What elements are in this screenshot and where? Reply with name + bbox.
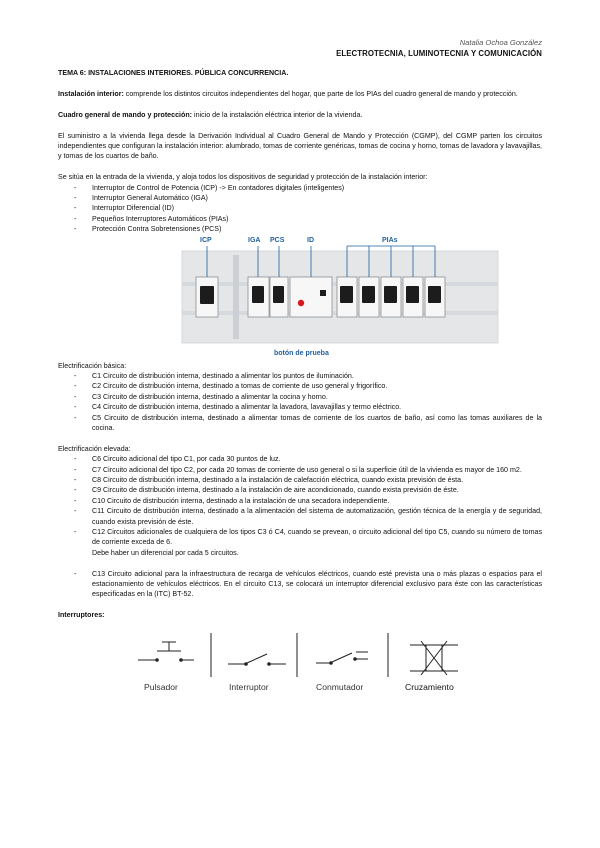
panel-separator bbox=[233, 255, 239, 339]
id-module bbox=[290, 277, 332, 317]
pulsador-symbol bbox=[138, 642, 194, 662]
header-author: Natalia Ochoa González bbox=[459, 38, 542, 47]
pia-modules bbox=[337, 277, 445, 317]
pulsador-label: Pulsador bbox=[144, 681, 178, 692]
list-item: - C9 Circuito de distribución interna, destinado a la instalación de aire acondicionado, cuando exista previsión de éste. bbox=[58, 485, 542, 495]
c13-list bbox=[58, 569, 542, 600]
label-pias: PIAs bbox=[382, 236, 398, 244]
list-item: - C12 Circuitos adicionales de cualquiera de los tipos C3 ó C4, cuando se prevean, o circuito adicional del tipo C5, cuando su número de tomas de corriente exceda de 6. bbox=[58, 527, 542, 548]
cuadro-paragraph bbox=[58, 110, 542, 120]
list-item: - C10 Circuito de distribución interna, destinado a la instalación de una secadora independiente. bbox=[58, 496, 542, 506]
list-item: - C1 Circuito de distribución interna, destinado a alimentar los puntos de iluminación. bbox=[58, 371, 542, 381]
list-item: - Interruptor de Control de Potencia (ICP) -> En contadores digitales (inteligentes) bbox=[58, 183, 542, 193]
list-item: - Pequeños Interruptores Automáticos (PIAs) bbox=[58, 214, 542, 224]
conmutador-label: Conmutador bbox=[316, 681, 364, 692]
situa-paragraph: Se sitúa en la entrada de la vivienda, y aloja todos los dispositivos de seguridad y protección de la instalación interior: bbox=[58, 173, 428, 182]
instalacion-text: comprende los distintos circuitos independientes del hogar, que parte de los PIAs del cuadro general de mando y protección. bbox=[123, 89, 518, 98]
page-title: TEMA 6: INSTALACIONES INTERIORES. PÚBLICA CONCURRENCIA. bbox=[58, 69, 289, 77]
instalacion-term: Instalación interior: bbox=[58, 89, 124, 98]
list-item: - C7 Circuito adicional del tipo C2, por cada 20 tomas de corriente de uso general o si la superficie útil de la vivienda es mayor de 160 m2. bbox=[58, 465, 542, 475]
list-item: - C6 Circuito adicional del tipo C1, por cada 30 puntos de luz. bbox=[58, 454, 542, 464]
cuadro-text: inicio de la instalación eléctrica interior de la vivienda. bbox=[192, 110, 363, 119]
list-item: - Protección Contra Sobretensiones (PCS) bbox=[58, 224, 542, 234]
list-item: - C4 Circuito de distribución interna, destinado a alimentar la lavadora, lavavajillas y termo eléctrico. bbox=[58, 402, 542, 412]
interruptor-symbol bbox=[228, 654, 286, 666]
list-item: - C2 Circuito de distribución interna, destinado a tomas de corriente de uso general y frigorífico. bbox=[58, 381, 542, 391]
document-body bbox=[58, 68, 542, 711]
dispositivos-list bbox=[58, 183, 542, 235]
basica-heading: Electrificación básica: bbox=[58, 361, 127, 370]
cruzamiento-symbol bbox=[410, 641, 458, 675]
basica-list bbox=[58, 371, 542, 433]
interruptores-figure bbox=[58, 621, 542, 711]
interruptores-heading: Interruptores: bbox=[58, 611, 105, 620]
interruptor-label: Interruptor bbox=[229, 681, 269, 692]
list-item: - C3 Circuito de distribución interna, destinado a alimentar la cocina y horno. bbox=[58, 392, 542, 402]
cruzamiento-label: Cruzamiento bbox=[405, 681, 454, 692]
cuadro-term: Cuadro general de mando y protección: bbox=[58, 110, 193, 119]
diferencial-note: Debe haber un diferencial por cada 5 circuitos. bbox=[92, 548, 239, 557]
label-iga: IGA bbox=[248, 236, 261, 244]
iga-module bbox=[248, 277, 269, 317]
label-pcs: PCS bbox=[270, 236, 285, 244]
suministro-paragraph: El suministro a la vivienda llega desde la Derivación Individual al Cuadro General de Mando y Protección (CGMP), del CGMP parten los circuitos independientes que configuran la instalación interior: alumbrado, tomas de corriente genéricas, tomas de cocina y horno, tomas de lavadora y lavavajillas, y tomas de los cuartos de baño. bbox=[58, 131, 542, 161]
elevada-heading: Electrificación elevada: bbox=[58, 444, 131, 453]
label-boton: botón de prueba bbox=[274, 349, 329, 357]
label-id: ID bbox=[307, 236, 314, 244]
test-button bbox=[298, 299, 304, 305]
list-item: - Interruptor Diferencial (ID) bbox=[58, 203, 542, 213]
list-item: - C5 Circuito de distribución interna, destinado a alimentar tomas de corriente de los cuartos de baño, así como las tomas auxiliares de la cocina. bbox=[58, 413, 542, 434]
icp-module bbox=[196, 277, 218, 317]
pcs-module bbox=[270, 277, 288, 317]
elevada-list bbox=[58, 454, 542, 548]
conmutador-symbol bbox=[316, 652, 368, 665]
label-icp: ICP bbox=[200, 236, 212, 244]
cgmp-figure bbox=[58, 235, 542, 361]
instalacion-paragraph bbox=[58, 89, 542, 99]
list-item: - Interruptor General Automático (IGA) bbox=[58, 193, 542, 203]
list-item: - C8 Circuito de distribución interna, destinado a la instalación de calefacción eléctrica, cuando exista previsión de ésta. bbox=[58, 475, 542, 485]
list-item: - C13 Circuito adicional para la infraestructura de recarga de vehículos eléctricos, cuando esté prevista una o más plazas o espacios para el estacionamiento de vehículos eléctricos. En el circuito C13, se colocará un interruptor diferencial exclusivo para éste con las características especificadas en la (ITC) BT-52. bbox=[58, 569, 542, 600]
header-subject: ELECTROTECNIA, LUMINOTECNIA Y COMUNICACIÓN bbox=[336, 49, 542, 58]
list-item: - C11 Circuito de distribución interna, destinado a la alimentación del sistema de automatización, gestión técnica de la energía y de seguridad, cuando exista previsión de éste. bbox=[58, 506, 542, 527]
